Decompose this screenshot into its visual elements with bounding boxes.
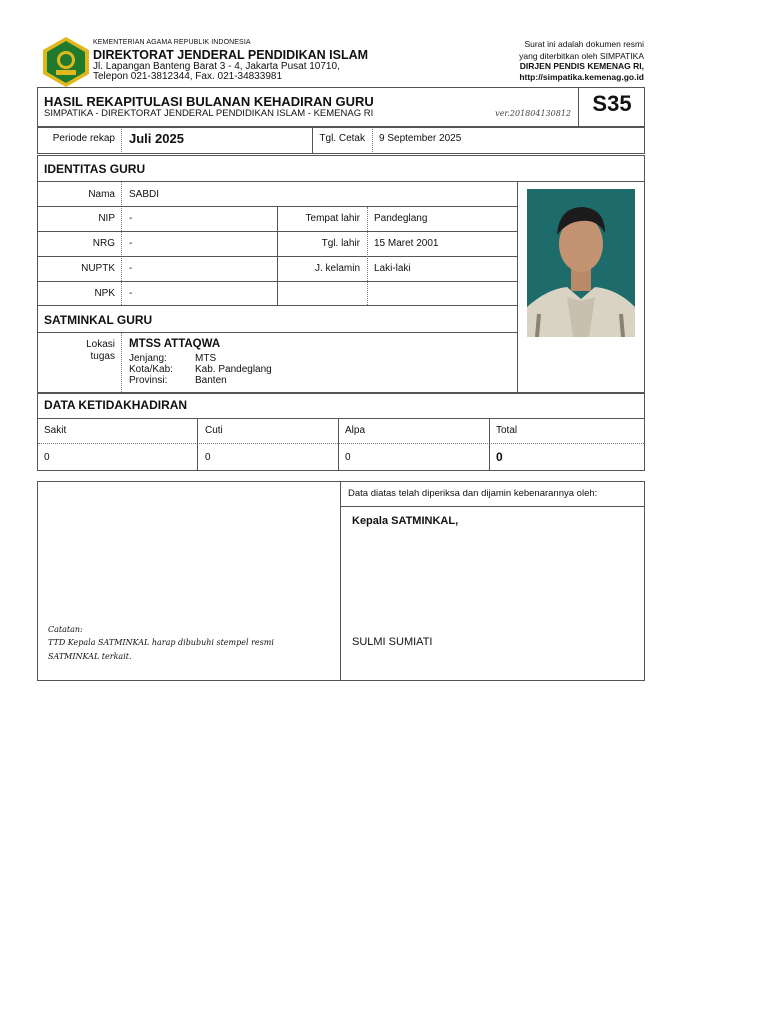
npk-value: - bbox=[129, 288, 133, 299]
nrg-value: - bbox=[129, 238, 133, 249]
cuti-header: Cuti bbox=[205, 425, 223, 436]
absence-title: DATA KETIDAKHADIRAN bbox=[44, 398, 188, 412]
verified-text: Data diatas telah diperiksa dan dijamin kebenarannya oleh: bbox=[348, 488, 598, 499]
period-label: Periode rekap bbox=[52, 133, 115, 144]
provinsi-label: Provinsi: bbox=[129, 375, 168, 386]
cuti-value: 0 bbox=[205, 452, 211, 463]
nrg-label: NRG bbox=[92, 238, 115, 249]
note-line-2: SATMINKAL terkait. bbox=[48, 652, 132, 661]
alpa-value: 0 bbox=[345, 452, 351, 463]
signer-role: Kepala SATMINKAL, bbox=[352, 515, 459, 527]
nuptk-value: - bbox=[129, 263, 133, 274]
tgl-lahir-value: 15 Maret 2001 bbox=[374, 238, 439, 249]
print-date-value: 9 September 2025 bbox=[379, 133, 462, 144]
doc-note-1: Surat ini adalah dokumen resmi bbox=[524, 39, 644, 49]
directorate-name: DIREKTORAT JENDERAL PENDIDIKAN ISLAM bbox=[93, 48, 369, 62]
doc-title: HASIL REKAPITULASI BULANAN KEHADIRAN GURU bbox=[44, 94, 374, 109]
period-value: Juli 2025 bbox=[129, 131, 184, 146]
jenis-kelamin-value: Laki-laki bbox=[374, 263, 411, 274]
nama-label: Nama bbox=[88, 189, 115, 200]
doc-note-2: yang diterbitkan oleh SIMPATIKA bbox=[519, 51, 644, 61]
kota-value: Kab. Pandeglang bbox=[195, 364, 272, 375]
ministry-name: KEMENTERIAN AGAMA REPUBLIK INDONESIA bbox=[93, 39, 251, 46]
school-name: MTSS ATTAQWA bbox=[129, 338, 221, 350]
nip-value: - bbox=[129, 213, 133, 224]
npk-label: NPK bbox=[94, 288, 115, 299]
signer-name: SULMI SUMIATI bbox=[352, 636, 433, 648]
tempat-lahir-value: Pandeglang bbox=[374, 213, 428, 224]
lokasi-tugas-label: Lokasi tugas bbox=[86, 339, 115, 362]
org-address: Jl. Lapangan Banteng Barat 3 - 4, Jakarta Pusat 10710, bbox=[93, 61, 340, 72]
tempat-lahir-label: Tempat lahir bbox=[305, 213, 360, 224]
kemenag-logo bbox=[40, 36, 92, 88]
note-label: Catatan: bbox=[48, 625, 83, 634]
satminkal-title: SATMINKAL GURU bbox=[44, 313, 153, 327]
jenis-kelamin-label: J. kelamin bbox=[314, 263, 360, 274]
sakit-header: Sakit bbox=[44, 425, 67, 436]
doc-code: S35 bbox=[592, 91, 632, 116]
sakit-value: 0 bbox=[44, 452, 50, 463]
identity-title: IDENTITAS GURU bbox=[44, 162, 146, 176]
doc-subtitle: SIMPATIKA - DIREKTORAT JENDERAL PENDIDIKAN ISLAM - KEMENAG RI bbox=[44, 108, 374, 119]
doc-note-3: DIRJEN PENDIS KEMENAG RI, bbox=[519, 61, 644, 71]
provinsi-value: Banten bbox=[195, 375, 227, 386]
jenjang-label: Jenjang: bbox=[129, 353, 167, 364]
print-date-label: Tgl. Cetak bbox=[319, 133, 365, 144]
jenjang-value: MTS bbox=[195, 353, 217, 364]
kota-label: Kota/Kab: bbox=[129, 364, 173, 375]
nuptk-label: NUPTK bbox=[81, 263, 115, 274]
doc-note-link[interactable]: http://simpatika.kemenag.go.id bbox=[519, 72, 644, 82]
doc-version: ver.201804130812 bbox=[495, 109, 571, 118]
total-header: Total bbox=[496, 425, 518, 436]
note-line-1: TTD Kepala SATMINKAL harap dibubuhi stempel resmi bbox=[48, 638, 274, 647]
nip-label: NIP bbox=[98, 213, 115, 224]
nama-value: SABDI bbox=[129, 189, 160, 200]
alpa-header: Alpa bbox=[345, 425, 366, 436]
teacher-photo bbox=[527, 189, 635, 337]
org-phone: Telepon 021-3812344, Fax. 021-34833981 bbox=[93, 71, 283, 82]
total-value: 0 bbox=[496, 450, 503, 464]
signature-box bbox=[37, 481, 645, 681]
tgl-lahir-label: Tgl. lahir bbox=[321, 238, 360, 249]
